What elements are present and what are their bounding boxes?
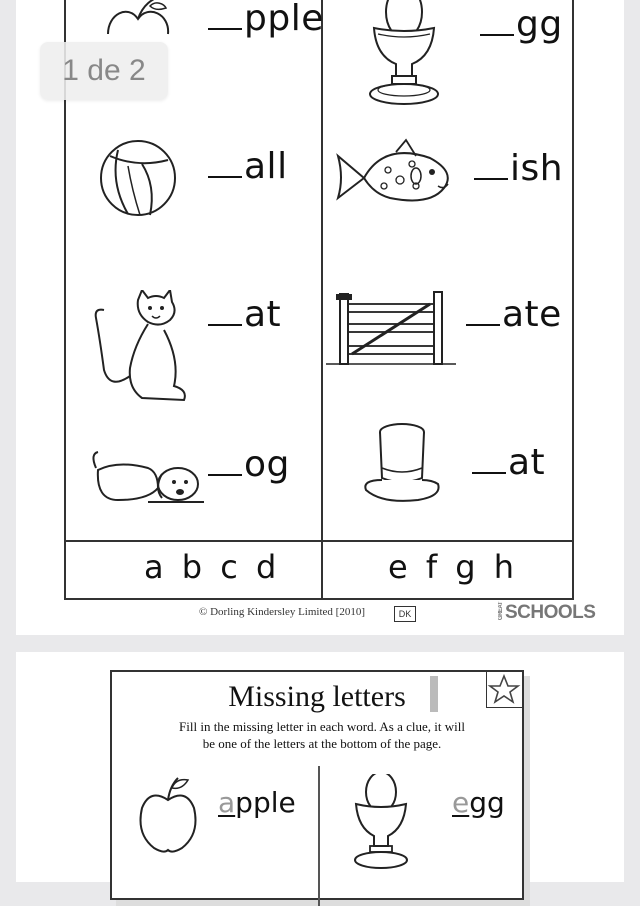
column-divider-2: [318, 766, 320, 906]
word-ish: ish: [474, 148, 563, 189]
gate-picture: [326, 290, 456, 368]
egg-cup-picture: [364, 0, 444, 112]
cat-picture: [90, 290, 194, 406]
star-outline-icon: [487, 672, 521, 706]
answer-blank[interactable]: [208, 298, 242, 326]
favorite-star-button[interactable]: [486, 672, 522, 708]
example-word-apple: apple: [218, 786, 296, 819]
dk-logo: DK: [394, 606, 416, 622]
egg-cup-picture-2: [350, 774, 412, 874]
answer-blank[interactable]: [208, 448, 242, 476]
worksheet-page-2: [16, 652, 624, 882]
answer-blank[interactable]: [472, 446, 506, 474]
letters-row-divider: [66, 540, 574, 542]
fish-picture: [334, 134, 458, 218]
worksheet-instructions: Fill in the missing letter in each word. As a clue, it will be one of the letters at the bottom of the page.: [179, 719, 465, 751]
apple-picture-2: [136, 774, 200, 854]
word-pple: pple: [208, 0, 324, 39]
letter-bank-right: e f g h: [388, 548, 515, 586]
answer-blank[interactable]: [208, 150, 242, 178]
dog-picture: [88, 448, 208, 508]
star-box-shadow: [430, 676, 438, 712]
example-word-egg: egg: [452, 786, 505, 819]
greatschools-logo: GREATSCHOOLS: [498, 602, 596, 623]
worksheet-title: Missing letters: [228, 680, 406, 713]
word-at-2: at: [472, 442, 545, 483]
answer-blank[interactable]: [480, 8, 514, 36]
word-gg: gg: [480, 4, 563, 45]
answer-blank[interactable]: [474, 152, 508, 180]
word-ate: ate: [466, 294, 562, 335]
worksheet-frame-2: [110, 670, 524, 900]
letter-bank-left: a b c d: [144, 548, 277, 586]
ball-picture: [98, 138, 178, 218]
word-all: all: [208, 146, 288, 187]
answer-blank[interactable]: [208, 2, 242, 30]
word-at-1: at: [208, 294, 281, 335]
copyright-credit: © Dorling Kindersley Limited [2010]: [199, 606, 365, 618]
word-og: og: [208, 444, 290, 485]
column-divider: [321, 0, 323, 598]
hat-picture: [362, 422, 442, 506]
page-indicator: 1 de 2: [40, 42, 168, 100]
answer-blank[interactable]: [466, 298, 500, 326]
